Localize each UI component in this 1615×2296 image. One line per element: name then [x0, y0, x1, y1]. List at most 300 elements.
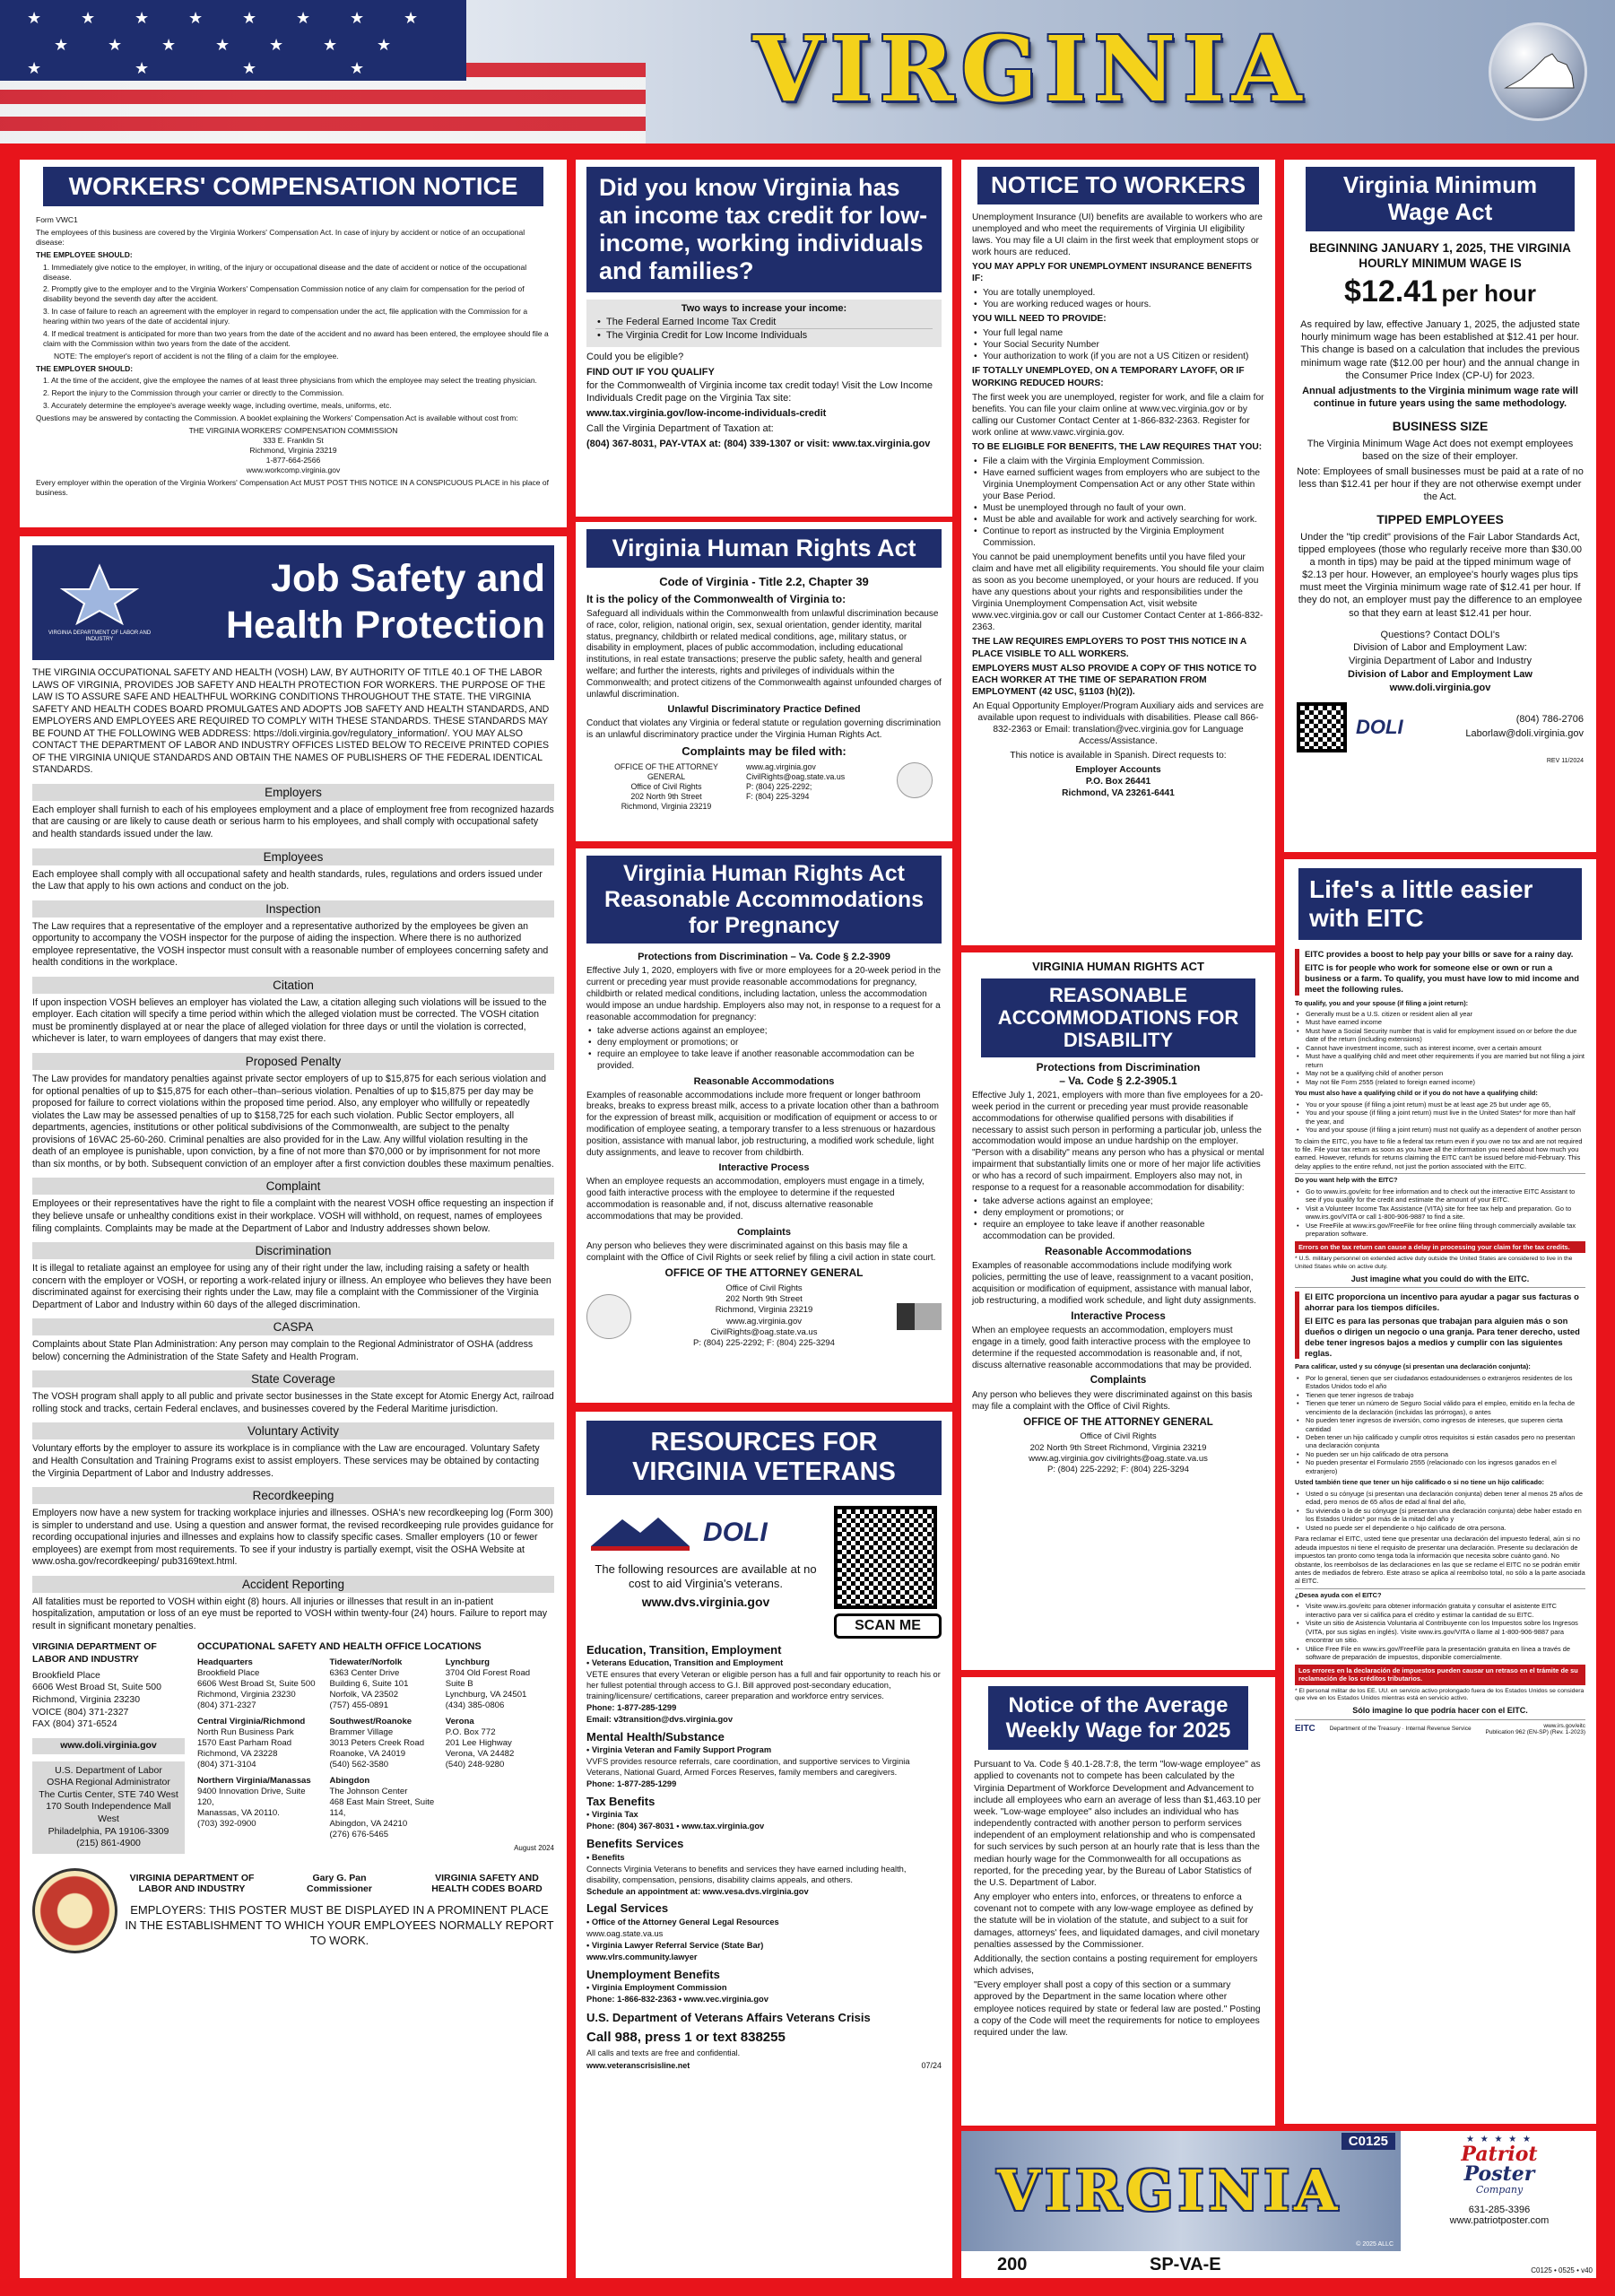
- footer-state: VIRGINIA: [997, 2158, 1342, 2223]
- preg-c: Any person who believes they were discriminated against on this basis may file a complaint with the Office of Civil Rights or seek relief by filing a civil action in state court.: [586, 1240, 936, 1263]
- eitc-list-item: • Visite un sitio de Asistencia Voluntaria al Contribuyente con los Impuestos sobre los Ingresos (VITA, por sus siglas en inglés). Visite www.irs.gov/VITA o llame al 1-800-906-9887 para encontrar un sitio.: [1295, 1619, 1585, 1644]
- ntw-elig-item: • Must be able and available for work and actively searching for work.: [972, 514, 1264, 526]
- eitc-es-end: Sólo imagine lo que podría hacer con el EITC.: [1352, 1706, 1528, 1716]
- hra-title: Virginia Human Rights Act: [586, 529, 942, 568]
- hra-contact-line: F: (804) 225-3294: [746, 791, 810, 801]
- aww-p4: "Every employer shall post a copy of this section or a summary approved by the Department in the same location where other employee notices required by state or federal law are posted." Posting a copy of the Code will meet the requirements for notice to employees required under the law.: [974, 1980, 1261, 2038]
- dis-office: OFFICE OF THE ATTORNEY GENERAL: [1023, 1416, 1213, 1428]
- hra-office-line: 202 North 9th Street: [630, 791, 702, 801]
- preg-item: • require an employee to take leave if another reasonable accommodation can be provided.: [586, 1049, 942, 1073]
- office-location: [197, 1776, 322, 1840]
- eitc-list-item: • Tienen que tener un número de Seguro Social válido para el empleo, emitido en la fecha de vencimiento de la declaración (incluidas las prórrogas), o antes: [1295, 1399, 1585, 1416]
- mw-p1: As required by law, effective January 1, 2025, the adjusted state hourly minimum wage has been established at $12.41 per hour. This change is based on a calculation that includes the previous minimum wage rate ($12.00 per hour) and the annual change in the Consumer Price Index (CP-U) for 2023.: [1300, 319, 1580, 381]
- job-safety-panel: [20, 536, 567, 2278]
- vet-section: [586, 1901, 942, 1962]
- eitc-list-item: • Cannot have investment income, such as interest income, over a certain amount: [1295, 1044, 1585, 1052]
- footer-web: www.patriotposter.com: [1449, 2215, 1550, 2226]
- ntw-need-item: • Your full legal name: [972, 327, 1264, 339]
- state-title: VIRGINIA: [753, 16, 1309, 122]
- way-item: • The Virginia Credit for Low Income Individuals: [595, 328, 933, 342]
- eitc-es-claim: Para reclamar el EITC, usted tiene que presentar una declaración del impuesto federal, aún si no adeuda impuestos ni tiene el requisito de presentar una declaración. Presente su declaración de impuestos tan pronto como tenga toda la información que necesita sobre cuánto ganó. No obstante, los reembolsos de las declaraciones en las que se reclame el EITC no se podrán emitir antes de mediados de febrero. Este atraso se aplica al reembolso total, no sólo a la parte asociada al EITC.: [1295, 1535, 1585, 1586]
- office-location-line: Building 6, Suite 101: [329, 1679, 409, 1690]
- wc-note: NOTE: The employer's report of accident is not the filing of a claim for the employee.: [54, 351, 339, 361]
- vet-intro: The following resources are available at no cost to aid Virginia's veterans.: [595, 1561, 817, 1591]
- vet-section-t: VVFS provides resource referrals, care coordination, and supportive services to Virginia Veterans, National Guard, Armed Forces Reserves, family members and caregivers.: [586, 1757, 910, 1778]
- wc-address-line: THE VIRGINIA WORKERS' COMPENSATION COMMISSION: [188, 425, 398, 435]
- dis-ip: When an employee requests an accommodation, employers must engage in a timely, good faith interactive process with the employee to determine if the requested accommodation is reasonable and, if not, discuss alternative reasonable accommodations that may be provided.: [972, 1326, 1252, 1370]
- osha-addr-line: 170 South Independence Mall West: [46, 1801, 171, 1825]
- js-section-text: If upon inspection VOSH believes an employer has violated the Law, a citation alleging such violations will be issued to the employer. Each citation will specify a time period within which the alleged violation must be corrected. The VOSH citation must be prominently displayed at or near the place of alleged violation for three days or until the violation is corrected, whichever is later, to warn employees of dangers that may exist there.: [32, 996, 547, 1045]
- wc-address: [36, 426, 551, 475]
- wc-address-line: 333 E. Franklin St: [263, 435, 324, 445]
- dvs-logo-icon: [586, 1510, 694, 1555]
- hra-text: Safeguard all individuals within the Commonwealth from unlawful discrimination because of race, color, religion, national origin, sex, sexual orientation, gender identity, marital status, pregnancy, childbirth or related medical conditions, age, military status, or disability in employment, places of public accommodation, including educational institutions, in real estate transactions; preserve the public safety, health and general welfare; and further the interests, rights and privileges of individuals within the Commonwealth; and protect citizens of the Commonwealth against unfounded charges of unlawful discrimination.: [586, 609, 942, 700]
- js-section-heading: Inspection: [32, 900, 554, 918]
- ntw-intro: Unemployment Insurance (UI) benefits are available to workers who are unemployed and who meet the requirements of Virginia UI eligibility laws. You may file a UI claim in the first week that employment stops or work hours are reduced.: [972, 212, 1263, 258]
- office-location-line: Abingdon: [329, 1776, 370, 1787]
- js-section-text: Voluntary efforts by the employer to assure its workplace is in compliance with the Law are encouraged. Voluntary Safety and Health Consultation and Training Programs exist to assist employers. These services may be obtained by contacting the Virginia Department of Labor and Industry addresses.: [32, 1443, 540, 1479]
- js-section-heading: Employers: [32, 784, 554, 801]
- eitc-es-h2: El EITC es para las personas que trabajan para alguien más o son dueños o dirigen un negocio o una granja. Para tener derecho, usted debe tener ingresos bajos a medios y cumplir con las siguientes reglas.: [1305, 1316, 1580, 1359]
- ntw-eligible: TO BE ELIGIBLE FOR BENEFITS, THE LAW REQUIRES THAT YOU:: [972, 441, 1263, 452]
- hra-policy: It is the policy of the Commonwealth of Virginia to:: [586, 592, 847, 605]
- hra-contact-line: CivilRights@oag.state.va.us: [746, 771, 846, 781]
- find-out: FIND OUT IF YOU QUALIFY: [586, 367, 715, 378]
- vet-section: [586, 1795, 942, 1832]
- osha-addr-line: Philadelphia, PA 19106-3309: [48, 1825, 169, 1837]
- eitc-es-err: Los errores en la declaración de impuestos pueden causar un retraso en el trámite de su reclamación de los créditos tributarios.: [1295, 1665, 1585, 1685]
- office-location-line: Central Virginia/Richmond: [197, 1717, 306, 1727]
- ntw-equal: An Equal Opportunity Employer/Program Auxiliary aids and services are available upon request to individuals with disabilities. Please call 866-832-2363 or Email: translation@vec.virginia.gov for Language Access/Assistance.: [972, 700, 1264, 746]
- js-intro: THE VIRGINIA OCCUPATIONAL SAFETY AND HEALTH (VOSH) LAW, BY AUTHORITY OF TITLE 40.1 OF THE LABOR LAWS OF VIRGINIA, PROVIDES JOB SAFETY AND HEALTH PROTECTION FOR WORKERS. THE PURPOSE OF THE LAW IS TO ASSURE SAFE AND HEALTHFUL WORKING CONDITIONS THROUGHOUT THE STATE. THE VIRGINIA SAFETY AND HEALTH CODES BOARD PROMULGATES AND ADOPTS JOB SAFETY AND HEALTH STANDARDS, AND EMPLOYERS AND EMPLOYEES ARE REQUIRED TO COMPLY WITH THESE STANDARDS. THESE STANDARDS MAY BE FOUND AT THE FOLLOWING WEB ADDRESS: https://doli.virginia.gov/regulatory_information/. YOU MAY ALSO CONTACT THE DEPARTMENT OF LABOR AND INDUSTRY OFFICES LISTED BELOW TO RECEIVE PRINTED COPIES OF THE VIRGINIA UNIQUE STANDARDS AND OBTAIN THE NAMES OF PUBLISHERS OF THE FEDERAL IDENTICAL STANDARDS.: [32, 667, 550, 776]
- eitc-list-item: • You or your spouse (if filing a joint return) must be at least age 25 but under age 65,: [1295, 1100, 1585, 1109]
- eitc-en-help: Do you want help with the EITC?: [1295, 1173, 1585, 1184]
- preg-addr-block: [586, 1283, 942, 1350]
- vet-top: [586, 1506, 942, 1639]
- eitc-en-mil: * U.S. military personnel on extended active duty outside the United States are considered to live in the United States while on active duty.: [1295, 1256, 1573, 1270]
- office-location-line: Lynchburg: [445, 1657, 490, 1668]
- dis-addr-line: www.ag.virginia.gov civilrights@oag.state.va.us: [1029, 1454, 1208, 1465]
- eitc-en-q: To qualify, you and your spouse (if filing a joint return):: [1295, 998, 1469, 1007]
- wc-address-line: www.workcomp.virginia.gov: [246, 465, 341, 475]
- vet-section-h: Unemployment Benefits: [586, 1967, 720, 1981]
- js-section-text: The VOSH program shall apply to all public and private sector businesses in the State except for Atomic Energy Act, railroad rolling stock and tracks, certain Federal enclaves, and businesses covered by the Federal Maritime jurisdiction.: [32, 1391, 554, 1414]
- header-banner: [0, 0, 1615, 144]
- wc-intro: The employees of this business are covered by the Virginia Workers' Compensation Act. In case of injury by accident or notice of an occupational disease:: [36, 228, 525, 247]
- js-date: August 2024: [514, 1843, 554, 1852]
- eitc-list-item: • Use FreeFile at www.irs.gov/FreeFile for free online filing through commercially available tax preparation software.: [1295, 1222, 1585, 1239]
- qr-code-icon: [1297, 702, 1347, 752]
- office-location-line: Verona, VA 24482: [445, 1749, 515, 1760]
- aww-p3: Additionally, the section contains a posting requirement for employers which advises,: [974, 1953, 1258, 1977]
- ntw-copy: EMPLOYERS MUST ALSO PROVIDE A COPY OF THIS NOTICE TO EACH WORKER AT THE TIME OF SEPARATION FROM EMPLOYMENT (42 USC, §1103 (h)(2)).: [972, 663, 1257, 697]
- eitc-footer-right: www.irs.gov/eitc: [1543, 1722, 1585, 1729]
- doli-logo: [41, 562, 158, 642]
- footer-copyright: © 2025 ALLC: [1356, 2241, 1394, 2248]
- js-section-text: All fatalities must be reported to VOSH within eight (8) hours. All injuries or illnesses that result in an in-patient hospitalization, amputation or loss of an eye must be reported to VOSH within twenty-four (24) hours. Failure to report may result in significant monetary penalties.: [32, 1596, 548, 1631]
- ag-seal-icon: [586, 1294, 631, 1339]
- office-location-line: (804) 371-2327: [197, 1700, 256, 1711]
- ntw-layoff-text: The first week you are unemployed, register for work, and file a claim for benefits. You can file your claim online at www.vec.virginia.gov or by calling our Customer Contact Center at 1-866-832-2363. Register for work online at www.vawc.virginia.gov.: [972, 392, 1264, 438]
- hra-office-line: Office of Civil Rights: [630, 781, 702, 791]
- wc-employee-should: THE EMPLOYEE SHOULD:: [36, 249, 133, 259]
- job-safety-title-2: Health Protection: [226, 604, 545, 647]
- ntw-law: THE LAW REQUIRES EMPLOYERS TO POST THIS NOTICE IN A PLACE VISIBLE TO ALL WORKERS.: [972, 637, 1246, 659]
- js-section-text: Each employer shall furnish to each of his employees employment and a place of employment free from recognized hazards that are causing or are likely to cause death or serious harm to his employees, and shall comply with occupational safety and health standards issued under the law.: [32, 804, 554, 840]
- mw-begin: BEGINNING JANUARY 1, 2025, THE VIRGINIA HOURLY MINIMUM WAGE IS: [1309, 240, 1571, 271]
- crisis-note: All calls and texts are free and confidential.: [586, 2048, 741, 2057]
- office-location-line: Northern Virginia/Manassas: [197, 1776, 311, 1787]
- workers-comp-title: WORKERS' COMPENSATION NOTICE: [43, 167, 543, 206]
- wc-er-item: 1. At the time of the accident, give the employee the names of at least three physicians from which the employee may select the treating physician.: [43, 376, 537, 386]
- vet-section-h: Education, Transition, Employment: [586, 1642, 782, 1657]
- ntw-spanish: This notice is available in Spanish. Direct requests to:: [1010, 750, 1227, 761]
- eitc-en-err: Errors on the tax return can cause a delay in processing your claim for the tax credits.: [1295, 1241, 1585, 1253]
- hra-code: Code of Virginia - Title 2.2, Chapter 39: [659, 575, 869, 589]
- mw-title: Virginia Minimum Wage Act: [1306, 167, 1575, 231]
- js-signatures: [32, 1868, 554, 1953]
- eitc-panel: [1284, 859, 1596, 2124]
- js-sections: [32, 784, 554, 1633]
- ntw-elig-item: • File a claim with the Virginia Employment Commission.: [972, 456, 1264, 467]
- vet-section-t: VETE ensures that every Veteran or eligible person has a full and fair opportunity to reach his or her fullest potential through access to G.I. Bill approved post-secondary education, training/licensure/ certifications, career preparation and workforce entry services.: [586, 1670, 941, 1700]
- eitc-en-child: You must also have a qualifying child or if you do not have a qualifying child:: [1295, 1089, 1538, 1098]
- eitc-en-h2: EITC is for people who work for someone else or own or run a business or a farm. To qualify, you must have low to mid income and meet the following rules.: [1305, 962, 1579, 995]
- mw-contact-line: Virginia Department of Labor and Industry: [1348, 656, 1533, 667]
- dept-addr-line: Richmond, Virginia 23230: [32, 1694, 141, 1705]
- wc-address-line: Richmond, Virginia 23219: [249, 446, 337, 456]
- vet-section: [586, 1730, 942, 1790]
- preg-office: OFFICE OF THE ATTORNEY GENERAL: [664, 1266, 864, 1280]
- mw-te-h: TIPPED EMPLOYEES: [1376, 512, 1504, 527]
- js-section-text: Employers now have a new system for tracking workplace injuries and illnesses. OSHA's new recordkeeping log (Form 300) is simpler to understand and use. Using a question and answer format, the revised recordkeeping rule provides guidance for recording occupational injuries and illnesses and explains how to classify specific cases. Smaller employers (10 or fewer employees) are exempt from most requirements. To see if your industry is partially exempt, visit the OSHA Website at www.osha.gov/recordkeeping/ pub3169text.html.: [32, 1508, 554, 1568]
- hra-contact-line: P: (804) 225-2292;: [746, 781, 812, 791]
- brand-company: Company: [1475, 2184, 1524, 2196]
- dept-addr-line: Brookfield Place: [32, 1669, 100, 1681]
- dis-addr-line: 202 North 9th Street Richmond, Virginia 23219: [1029, 1442, 1207, 1453]
- office-location-line: Tidewater/Norfolk: [329, 1657, 403, 1668]
- qr-code-icon: [834, 1506, 937, 1609]
- eitc-list-item: • No pueden presentar el Formulario 2555 (relacionado con los ingresos ganados en el extranjero): [1295, 1458, 1585, 1475]
- office-location-line: Norfolk, VA 23502: [329, 1690, 399, 1700]
- eitc-es-h1: El EITC proporciona un incentivo para ayudar a pagar sus facturas o ahorrar para los tiempos difíciles.: [1305, 1292, 1579, 1313]
- eitc-list-item: • May not file Form 2555 (related to foreign earned income): [1295, 1078, 1585, 1086]
- ntw-title: NOTICE TO WORKERS: [977, 167, 1259, 204]
- js-section-text: Employees or their representatives have the right to file a complaint with the nearest VOSH office requesting an inspection if they believe unsafe or unhealthy conditions exist in their workplace. VOSH will withhold, on request, names of employees filing complaints. Complaints may be made at the Department of Labor and Industry addresses shown below.: [32, 1198, 554, 1234]
- eitc-list-item: • You and your spouse (if filing a joint return) must not qualify as a dependent of another person: [1295, 1126, 1585, 1134]
- vet-section-p: Phone: (804) 367-8031 • www.tax.virginia.gov: [586, 1822, 765, 1831]
- office-location: [197, 1717, 322, 1770]
- eitc-title: Life's a little easier with EITC: [1298, 868, 1582, 940]
- mw-amount-line: [1297, 274, 1584, 309]
- dis-item: • deny employment or promotions; or: [972, 1208, 1264, 1220]
- office-location-line: Richmond, VA 23228: [197, 1749, 278, 1760]
- ntw-elig-item: • Have earned sufficient wages from employers who are subject to the Virginia Unemployment Compensation Act or any other State within your Base Period.: [972, 467, 1264, 502]
- disability-panel: [961, 952, 1275, 1670]
- js-section-heading: Proposed Penalty: [32, 1053, 554, 1070]
- eitc-list-item: • You and your spouse (if filing a joint return) must live in the United States* for more than half the year, and: [1295, 1109, 1585, 1126]
- footer-code: C0125: [1341, 2133, 1395, 2150]
- preg-addr-line: CivilRights@oag.state.va.us: [710, 1327, 818, 1338]
- preg-addr-line: P: (804) 225-2292; F: (804) 225-3294: [693, 1338, 835, 1349]
- vet-section: [586, 1643, 942, 1726]
- state-outline-seal: [1489, 22, 1587, 121]
- osha-addr-line: (215) 861-4900: [76, 1838, 141, 1849]
- mw-contact-line: Division of Labor and Employment Law:: [1353, 642, 1527, 654]
- eitc-list-item: • Utilice Free File en www.irs.gov/FreeFile para la presentación gratuita en línea a través de software de preparación de impuestos, disponible comercialmente.: [1295, 1645, 1585, 1662]
- eitc-en-help-items: [1295, 1187, 1585, 1239]
- office-location-line: Manassas, VA 20110.: [197, 1807, 280, 1818]
- eitc-es-q: Para calificar, usted y su cónyuge (si presentan una declaración conjunta):: [1295, 1362, 1531, 1371]
- ntw-need-item: • Your authorization to work (if you are not a US Citizen or resident): [972, 351, 1264, 362]
- osha-addr-line: OSHA Regional Administrator: [47, 1777, 170, 1788]
- star-logo-icon: [59, 562, 140, 625]
- ntw-addr-line: P.O. Box 26441: [1085, 777, 1151, 787]
- veterans-panel: [576, 1412, 952, 2278]
- eitc-es-help-items: [1295, 1602, 1585, 1661]
- office-location-line: North Run Business Park: [197, 1727, 294, 1738]
- doli-logo-icon: DOLI: [703, 1517, 768, 1547]
- js-section-heading: Discrimination: [32, 1242, 554, 1259]
- office-location-line: (434) 385-0806: [445, 1700, 505, 1711]
- vet-section-b: • Virginia Veteran and Family Support Program: [586, 1745, 772, 1755]
- eitc-list-item: • Visit a Volunteer Income Tax Assistance (VITA) site for free tax help and preparation. Go to www.irs.gov/VITA or call 1-800-906-9887 to find a site.: [1295, 1205, 1585, 1222]
- office-location-line: Richmond, Virginia 23230: [197, 1690, 296, 1700]
- office-location-line: 201 Lee Highway: [445, 1738, 512, 1749]
- dis-ra: Examples of reasonable accommodations include modifying work policies, permitting the use of leave, reassignment to a vacant position, acquisition or modification of equipment, assistance with manual labor, job restructuring, a modified work schedule, and light duty assignments.: [972, 1261, 1256, 1306]
- virginia-state-icon: [1504, 52, 1576, 93]
- vet-section-h: Legal Services: [586, 1901, 669, 1916]
- stars-icon: ★ ★ ★ ★ ★: [1466, 2135, 1533, 2144]
- min-wage-panel: [1284, 160, 1596, 852]
- preg-text: Effective July 1, 2020, employers with five or more employees for a 20-week period in the current or preceding year must provide reasonable accommodations for pregnancy, childbirth or related medical conditions, including lactation, unless the accommodation would impose an undue hardship. Employers also may not, in response to a request for a reasonable accommodation for pregnancy:: [586, 966, 942, 1022]
- preg-item: • deny employment or promotions; or: [586, 1038, 942, 1049]
- mw-contact-line: Questions? Contact DOLI's: [1380, 629, 1500, 640]
- wc-footer: Every employer within the operation of the Virginia Workers' Compensation Act MUST POST THIS NOTICE IN A CONSPICUOUS PLACE in his place of business.: [36, 478, 549, 498]
- vet-section-b: • Virginia Tax: [586, 1810, 638, 1820]
- hra-complaints-h: Complaints may be filed with:: [682, 744, 847, 759]
- vet-section-p: Schedule an appointment at: www.vesa.dvs.virginia.gov: [586, 1886, 809, 1896]
- dis-addr-line: P: (804) 225-2292; F: (804) 225-3294: [1047, 1465, 1189, 1475]
- hra-contact: [586, 762, 942, 812]
- vet-section: [586, 1837, 942, 1897]
- hra-office-line: Richmond, Virginia 23219: [621, 801, 712, 811]
- ntw-addr: [972, 764, 1264, 800]
- office-location-line: Headquarters: [197, 1657, 253, 1668]
- vet-section-h: Benefits Services: [586, 1837, 684, 1851]
- preg-title: Virginia Human Rights Act Reasonable Accommodations for Pregnancy: [586, 856, 942, 944]
- eitc-list-item: • Must have earned income: [1295, 1018, 1585, 1026]
- dis-small: VIRGINIA HUMAN RIGHTS ACT: [1032, 960, 1204, 973]
- eitc-list-item: • Usted no puede ser el dependiente o hijo calificado de otra persona.: [1295, 1524, 1585, 1532]
- wc-er-item: 2. Report the injury to the Commission through your carrier or directly to the Commission.: [43, 388, 344, 398]
- vet-section-b: • Virginia Employment Commission: [586, 1983, 727, 1993]
- js-section-text: The Law requires that a representative of the employer and a representative authorized by the employees be given an opportunity to accompany the VOSH inspector for the purpose of aiding the inspection. Where there is no authorized employee representative, the VOSH inspector must consult with a reasonable number of employees concerning safety and health conditions in the workplace.: [32, 920, 549, 969]
- office-location-line: Lynchburg, VA 24501: [445, 1690, 527, 1700]
- footer-phone: 631-285-3396: [1468, 2205, 1531, 2215]
- dis-protect1: Protections from Discrimination: [1036, 1060, 1201, 1074]
- patriot-logo: [1410, 2135, 1589, 2226]
- logo-caption: VIRGINIA DEPARTMENT OF LABOR AND INDUSTRY: [48, 630, 152, 642]
- eitc-en-items: [1295, 1010, 1585, 1086]
- js-section-heading: State Coverage: [32, 1370, 554, 1387]
- flag-stars: ★ ★ ★ ★ ★ ★ ★ ★ ★ ★ ★ ★ ★ ★ ★ ★ ★ ★ ★: [0, 0, 466, 81]
- job-safety-header: [32, 545, 554, 660]
- js-section-heading: Complaint: [32, 1178, 554, 1195]
- mw-rev: REV 11/2024: [1546, 757, 1584, 764]
- loc-title: OCCUPATIONAL SAFETY AND HEALTH OFFICE LOCATIONS: [197, 1641, 482, 1653]
- mw-bs: The Virginia Minimum Wage Act does not exempt employees based on the size of their employer.: [1307, 438, 1574, 462]
- tax-call: Call the Virginia Department of Taxation at:: [586, 422, 774, 434]
- hra-contact-line: www.ag.virginia.gov: [746, 761, 816, 771]
- dis-text: Effective July 1, 2021, employers with more than five employees for a 20-week period in the current or preceding year must provide reasonable accommodations for otherwise qualified persons with disabilities if necessary to assist such person in performing a particular job, unless the accommodation would impose an undue hardship on the employer. "Person with a disability" means any person who has a physical or mental impairment that substantially limits one or more of her major life activities or who has a record of such impairment. Employers also may not, in response to a request for a reasonable accommodation for disability:: [972, 1091, 1264, 1193]
- office-location-line: (540) 248-9280: [445, 1760, 505, 1770]
- ag-seal-icon: [897, 762, 933, 798]
- js-section-heading: Accident Reporting: [32, 1576, 554, 1593]
- income-tax-title: Did you know Virginia has an income tax credit for low-income, working individuals and families?: [586, 167, 942, 292]
- dis-item: • take adverse actions against an employee;: [972, 1196, 1264, 1208]
- preg-ip-h: Interactive Process: [718, 1162, 810, 1174]
- wc-address-line: 1-877-664-2566: [265, 456, 321, 465]
- sig-mid-title: Commissioner: [307, 1883, 372, 1895]
- ntw-need: YOU WILL NEED TO PROVIDE:: [972, 314, 1107, 325]
- eitc-footer: [1295, 1719, 1585, 1735]
- eligible-q: Could you be eligible?: [586, 352, 684, 363]
- crisis-h: U.S. Department of Veterans Affairs Veterans Crisis: [586, 2011, 871, 2025]
- hra-practice-h: Unlawful Discriminatory Practice Defined: [667, 704, 861, 716]
- eitc-footer-mid: Department of the Treasury · Internal Revenue Service: [1329, 1726, 1472, 1733]
- dept-addr-line: VOICE (804) 371-2327: [32, 1706, 129, 1718]
- footer-state-banner: [961, 2131, 1401, 2251]
- pregnancy-panel: [576, 848, 952, 1403]
- dis-addr-line: Office of Civil Rights: [1080, 1431, 1157, 1442]
- vet-section-t: Connects Virginia Veterans to benefits and services they have earned including health, disability, compensation, pensions, disability claims appeals, and others.: [586, 1864, 907, 1884]
- eitc-list-item: • Por lo general, tienen que ser ciudadanos estadounidenses o extranjeros residentes de los Estados Unidos todo el año: [1295, 1374, 1585, 1391]
- vet-qr: [834, 1506, 942, 1639]
- preg-addr-line: Office of Civil Rights: [725, 1283, 803, 1293]
- mw-p2: Annual adjustments to the Virginia minimum wage rate will continue in future years using the same methodology.: [1302, 385, 1578, 409]
- ntw-cannot: You cannot be paid unemployment benefits until you have filed your claim and have met all eligibility requirements. You should file your claim as soon as you become unemployed, or your hours are reduced. If you have any questions about your rights and responsibilities under the Virginia Unemployment Compensation Act, visit website www.vec.virginia.gov or call our Customer Contact Center at 1-866-832-2363.: [972, 552, 1264, 633]
- dis-ra-h: Reasonable Accommodations: [1045, 1246, 1192, 1257]
- js-footer: EMPLOYERS: THIS POSTER MUST BE DISPLAYED IN A PROMINENT PLACE IN THE ESTABLISHMENT TO WHICH YOUR EMPLOYEES NORMALLY REPORT TO WORK.: [125, 1903, 554, 1947]
- js-section-heading: Voluntary Activity: [32, 1422, 554, 1439]
- preg-addr-line: 202 North 9th Street: [725, 1294, 803, 1304]
- eitc-list-item: • Usted o su cónyuge (si presentan una declaración conjunta) deben tener al menos 25 años de edad, pero menos de 65 años de edad al final del año,: [1295, 1490, 1585, 1507]
- dis-title: REASONABLE ACCOMMODATIONS FOR DISABILITY: [981, 978, 1255, 1057]
- ntw-addr-line: Richmond, VA 23261-6441: [1062, 788, 1175, 799]
- wc-emp-item: 1. Immediately give notice to the employer, in writing, of the injury or occupational disease and the date of accident or notice of the occupational disease.: [43, 262, 527, 282]
- vet-section-e: Email: v3transition@dvs.virginia.gov: [586, 1714, 734, 1724]
- ntw-addr-line: Employer Accounts: [1075, 764, 1161, 775]
- office-location-line: Brookfield Place: [197, 1668, 260, 1679]
- brand-patriot: Patriot: [1461, 2143, 1538, 2166]
- office-location-line: (757) 455-0891: [329, 1700, 389, 1711]
- office-location: [446, 1717, 554, 1770]
- js-section-text: It is illegal to retaliate against an employee for using any of their right under the law, including raising a safety or health concern with the employer or VOSH, or reporting a work-related injury or illness. An employee who believes they have been discriminated against for exercising their rights under the Law, may file a complaint with the Commissioner of the Virginia Department of Labor and Industry within 60 days of the alleged discrimination.: [32, 1263, 551, 1310]
- ways-box: [586, 300, 942, 347]
- mw-note: Note: Employees of small businesses must be paid at a rate of no less than $12.41 per hour if they are not otherwise exempt under the Act.: [1297, 465, 1584, 503]
- hra-practice: Conduct that violates any Virginia or federal statute or regulation governing discrimination is an unlawful discriminatory practice under the Virginia Human Rights Act.: [586, 718, 942, 741]
- preg-c-h: Complaints: [737, 1226, 791, 1238]
- vet-sections: [586, 1643, 942, 2005]
- mw-phone: (804) 786-2706: [1515, 714, 1584, 726]
- eitc-list-item: • Must have a qualifying child and meet other requirements if you are married but not filing a joint return: [1295, 1052, 1585, 1069]
- mw-bs-h: BUSINESS SIZE: [1392, 418, 1489, 433]
- eitc-en-claim: To claim the EITC, you have to file a federal tax return even if you owe no tax and are not required to file. File your tax return as soon as you have all the information you need about how much you earned. However, refunds for returns claiming the EITC can't be issued before mid-February. This delay applies to the entire refund, not just the portion associated with the EITC.: [1295, 1136, 1583, 1170]
- office-location-line: P.O. Box 772: [445, 1727, 496, 1738]
- wc-employer-should: THE EMPLOYER SHOULD:: [36, 363, 134, 373]
- aww-title: Notice of the Average Weekly Wage for 2025: [988, 1686, 1248, 1750]
- ntw-layoff: IF TOTALLY UNEMPLOYED, ON A TEMPORARY LAYOFF, OR IF WORKING REDUCED HOURS:: [972, 366, 1245, 388]
- ntw-need-item: • Your Social Security Number: [972, 339, 1264, 351]
- wc-questions: Questions may be answered by contacting the Commission. A booklet explaining the Workers' Compensation Act is available without cost from:: [36, 413, 518, 423]
- js-section-heading: Recordkeeping: [32, 1487, 554, 1504]
- preg-addr-line: Richmond, Virginia 23219: [715, 1305, 813, 1316]
- eitc-list-item: • No pueden ser un hijo calificado de otra persona: [1295, 1450, 1585, 1458]
- office-location-line: Verona: [445, 1717, 474, 1727]
- building-icon: [897, 1303, 942, 1330]
- preg-ip: When an employee requests an accommodation, employers must engage in a timely, good faith interactive process with the employee to determine if the requested accommodation is reasonable and, if not, discuss alternative reasonable accommodations that may be provided.: [586, 1177, 925, 1222]
- office-location-line: 3013 Peters Creek Road: [329, 1738, 425, 1749]
- dept-addr-line: 6606 West Broad St, Suite 500: [32, 1682, 161, 1693]
- osha-addr-line: The Curtis Center, STE 740 West: [39, 1788, 178, 1800]
- vet-section-e: www.vlrs.community.lawyer: [586, 1952, 698, 1961]
- footer-num: 200: [997, 2255, 1028, 2274]
- eitc-es-child-items: [1295, 1490, 1585, 1532]
- dis-c: Any person who believes they were discriminated against on this basis may file a complaint with the Office of Civil Rights.: [972, 1390, 1253, 1412]
- js-section-heading: Employees: [32, 848, 554, 865]
- vet-section-t: www.oag.state.va.us: [586, 1928, 664, 1938]
- office-location-line: Abingdon, VA 24210: [329, 1818, 408, 1829]
- dept-title: VIRGINIA DEPARTMENT OF LABOR AND INDUSTRY: [32, 1641, 157, 1665]
- vet-section-b: • Benefits: [586, 1852, 625, 1862]
- human-rights-panel: [576, 522, 952, 841]
- dis-addr: [972, 1431, 1264, 1475]
- aww-p2: Any employer who enters into, enforces, or threatens to enforce a covenant not to compete with any low-wage employee as defined by the statute will be in violation of the statute, and subject to a suit for damages, attorneys' fees, and liquidated damages, and civil monetary penalties assessed by the Commissioner.: [974, 1892, 1260, 1950]
- js-section-text: Complaints about State Plan Administration: Any person may complain to the Regional Administrator of OSHA (address below) concerning the Administration of the State Safety and Health Program.: [32, 1339, 534, 1362]
- job-safety-title-1: Job Safety and: [271, 557, 545, 601]
- ntw-may-apply: YOU MAY APPLY FOR UNEMPLOYMENT INSURANCE BENEFITS IF:: [972, 262, 1253, 284]
- crisis-footer: [586, 2061, 942, 2070]
- sig-right: VIRGINIA SAFETY AND HEALTH CODES BOARD: [431, 1873, 543, 1895]
- office-location: [329, 1657, 438, 1711]
- js-section-heading: CASPA: [32, 1318, 554, 1335]
- preg-ra-h: Reasonable Accommodations: [693, 1075, 835, 1087]
- footer-sku: SP-VA-E: [1150, 2255, 1221, 2274]
- dis-ip-h: Interactive Process: [1071, 1310, 1166, 1322]
- mw-contact: [1297, 629, 1584, 695]
- way-item: • The Federal Earned Income Tax Credit: [595, 316, 933, 328]
- osha-addr-line: U.S. Department of Labor: [55, 1764, 162, 1776]
- js-section-heading: Citation: [32, 977, 554, 994]
- preg-ra: Examples of reasonable accommodations include more frequent or longer bathroom breaks, breaks to express breast milk, access to a private location other than a bathroom for the expression of breast milk, acquisition or modification of equipment or access to or modification of employee seating, a temporary transfer to a less strenuous or hazardous position, assistance with manual labor, job restructuring, a modified work schedule, light duty assignments, and leave to recover from childbirth.: [586, 1090, 939, 1158]
- eitc-list-item: • Generally must be a U.S. citizen or resident alien all year: [1295, 1010, 1585, 1018]
- mw-bottom: [1297, 702, 1584, 752]
- mw-amount: $12.41: [1344, 274, 1438, 309]
- office-location: [329, 1717, 438, 1770]
- office-location: [197, 1657, 322, 1711]
- office-location-line: 3704 Old Forest Road: [445, 1668, 531, 1679]
- wc-er-item: 3. Accurately determine the employee's average weekly wage, including overtime, meals, uniforms, etc.: [43, 401, 392, 411]
- ntw-elig-item: • Must be unemployed through no fault of your own.: [972, 502, 1264, 514]
- office-location-line: 9400 Innovation Drive, Suite 120,: [197, 1787, 306, 1807]
- footer-rev: C0125 • 0525 • v40: [1531, 2266, 1593, 2274]
- wc-emp-item: 4. If medical treatment is anticipated for more than two years from the date of the accident and no award has been entered, the employee should file a claim with the Commission within two years from the date of the accident.: [43, 328, 549, 348]
- eitc-footer-pub: Publication 962 (EN-SP) (Rev. 1-2023): [1485, 1728, 1585, 1735]
- ntw-elig-item: • Continue to report as instructed by the Virginia Employment Commission.: [972, 526, 1264, 549]
- eitc-list-item: • Su vivienda o la de su cónyuge (si presentan una declaración conjunta) debe haber estado en los Estados Unidos* por más de la mitad del año y: [1295, 1507, 1585, 1524]
- mw-per: per hour: [1441, 280, 1536, 308]
